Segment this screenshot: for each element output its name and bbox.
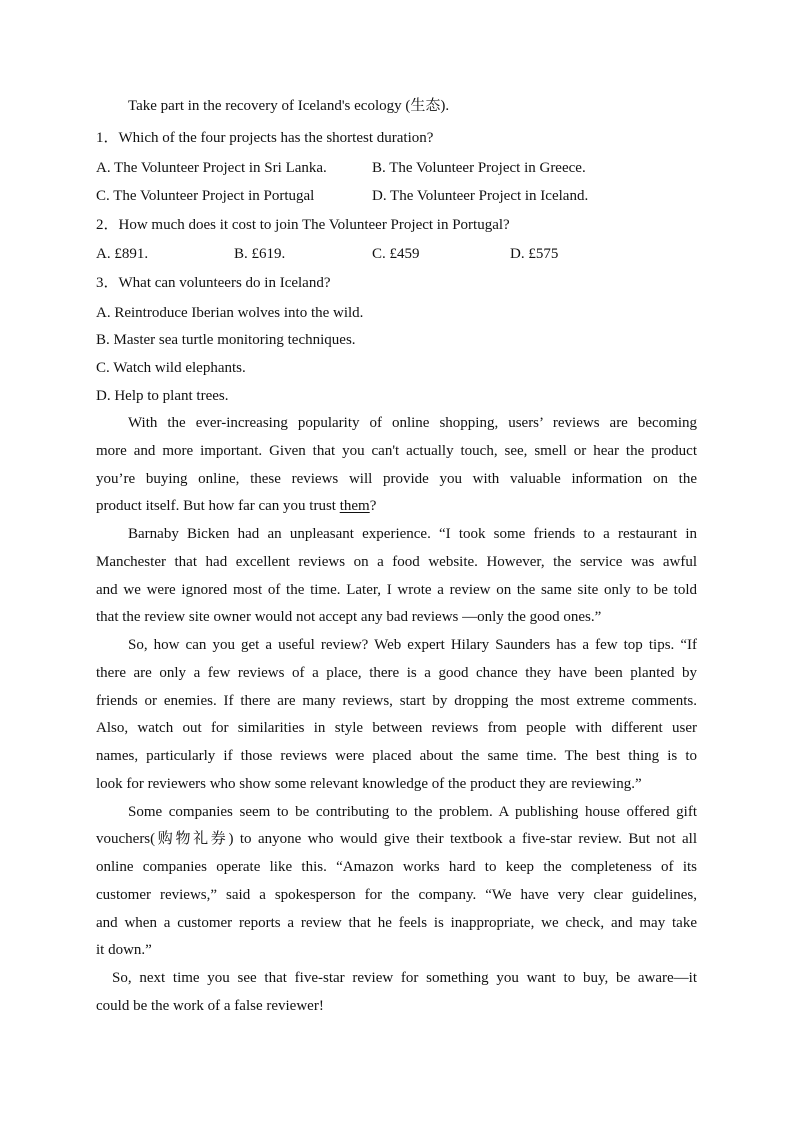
paragraph-line: and we were ignored most of the time. Later, I wrote a review on the same site only to be told — [96, 581, 697, 598]
paragraph-line: online companies operate like this. “Amazon works hard to keep the completeness of its — [96, 859, 697, 875]
question-mark: ? — [369, 498, 377, 515]
question-3-option-b: B. Master sea turtle monitoring techniques. — [96, 332, 356, 348]
question-1-options-row-2 — [96, 182, 697, 210]
question-2-option-d: D. £575 — [510, 246, 559, 262]
question-1-option-a: A. The Volunteer Project in Sri Lanka. — [96, 160, 327, 176]
paragraph-line: that the review site owner would not accept any bad reviews —only the good ones.” — [96, 609, 602, 626]
paragraph-line: you’re buying online, these reviews will provide you with valuable information on the — [96, 470, 697, 487]
paragraph-line: friends or enemies. If there are many reviews, start by dropping the most extreme comments. — [96, 692, 697, 709]
paragraph-line: vouchers(购物礼券) to anyone who would give their textbook a five-star review. But not all — [96, 831, 697, 848]
underlined-word: them — [339, 498, 370, 515]
question-1-options-row-1 — [96, 154, 697, 182]
question-1-option-d: D. The Volunteer Project in Iceland. — [372, 188, 589, 204]
question-3-option-d: D. Help to plant trees. — [96, 388, 229, 404]
question-3-option-a: A. Reintroduce Iberian wolves into the wild. — [96, 305, 364, 321]
paragraph-line: names, particularly if those reviews were placed about the same time. The best thing is to — [96, 748, 697, 764]
paragraph-line: So, how can you get a useful review? Web expert Hilary Saunders has a few top tips. “If — [128, 637, 697, 653]
paragraph-line — [96, 493, 697, 521]
paragraph-line: Also, watch out for similarities in style between reviews from people with different user — [96, 720, 697, 737]
paragraph-line: Manchester that had excellent reviews on a food website. However, the service was awful — [96, 553, 697, 570]
question-2-option-b: B. £619. — [234, 246, 286, 262]
paragraph-line-text: product itself. But how far can you trust — [96, 498, 340, 515]
paragraph-line: customer reviews,” said a spokesperson for the company. “We have very clear guidelines, — [96, 886, 697, 903]
reading-passage — [96, 410, 697, 1021]
paragraph-2 — [96, 521, 697, 632]
paragraph-line: Some companies seem to be contributing to the problem. A publishing house offered gift — [128, 803, 697, 820]
paragraph-line: With the ever-increasing popularity of online shopping, users’ reviews are becoming — [128, 415, 697, 431]
question-2-option-c: C. £459 — [372, 246, 420, 262]
question-2-option-a: A. £891. — [96, 246, 149, 262]
exam-page — [96, 92, 697, 1021]
paragraph-line: look for reviewers who show some relevant knowledge of the product they are reviewing.” — [96, 775, 642, 792]
paragraph-1 — [96, 410, 697, 521]
paragraph-3 — [96, 632, 697, 799]
question-1-stem: 1．Which of the four projects has the shortest duration? — [96, 130, 434, 146]
paragraph-4 — [96, 799, 697, 966]
question-3-option-c: C. Watch wild elephants. — [96, 360, 246, 376]
intro-line: Take part in the recovery of Iceland's ecology (生态). — [128, 98, 450, 114]
paragraph-line: Barnaby Bicken had an unpleasant experience. “I took some friends to a restaurant in — [128, 526, 697, 542]
question-3-stem: 3．What can volunteers do in Iceland? — [96, 275, 331, 291]
paragraph-5 — [96, 965, 697, 1021]
paragraph-line: and when a customer reports a review that he feels is inappropriate, we check, and may take — [96, 914, 697, 931]
question-2-stem: 2．How much does it cost to join The Volunteer Project in Portugal? — [96, 217, 510, 233]
question-2-options-row — [96, 240, 697, 268]
question-1-option-c: C. The Volunteer Project in Portugal — [96, 188, 315, 204]
paragraph-line: there are only a few reviews of a place, there is a good chance they have been planted by — [96, 664, 697, 681]
paragraph-line: it down.” — [96, 942, 152, 959]
question-1-option-b: B. The Volunteer Project in Greece. — [372, 160, 586, 176]
paragraph-line: could be the work of a false reviewer! — [96, 997, 324, 1014]
paragraph-line: more and more important. Given that you can't actually touch, see, smell or hear the product — [96, 442, 697, 459]
paragraph-line: So, next time you see that five-star review for something you want to buy, be aware—it — [112, 970, 697, 986]
